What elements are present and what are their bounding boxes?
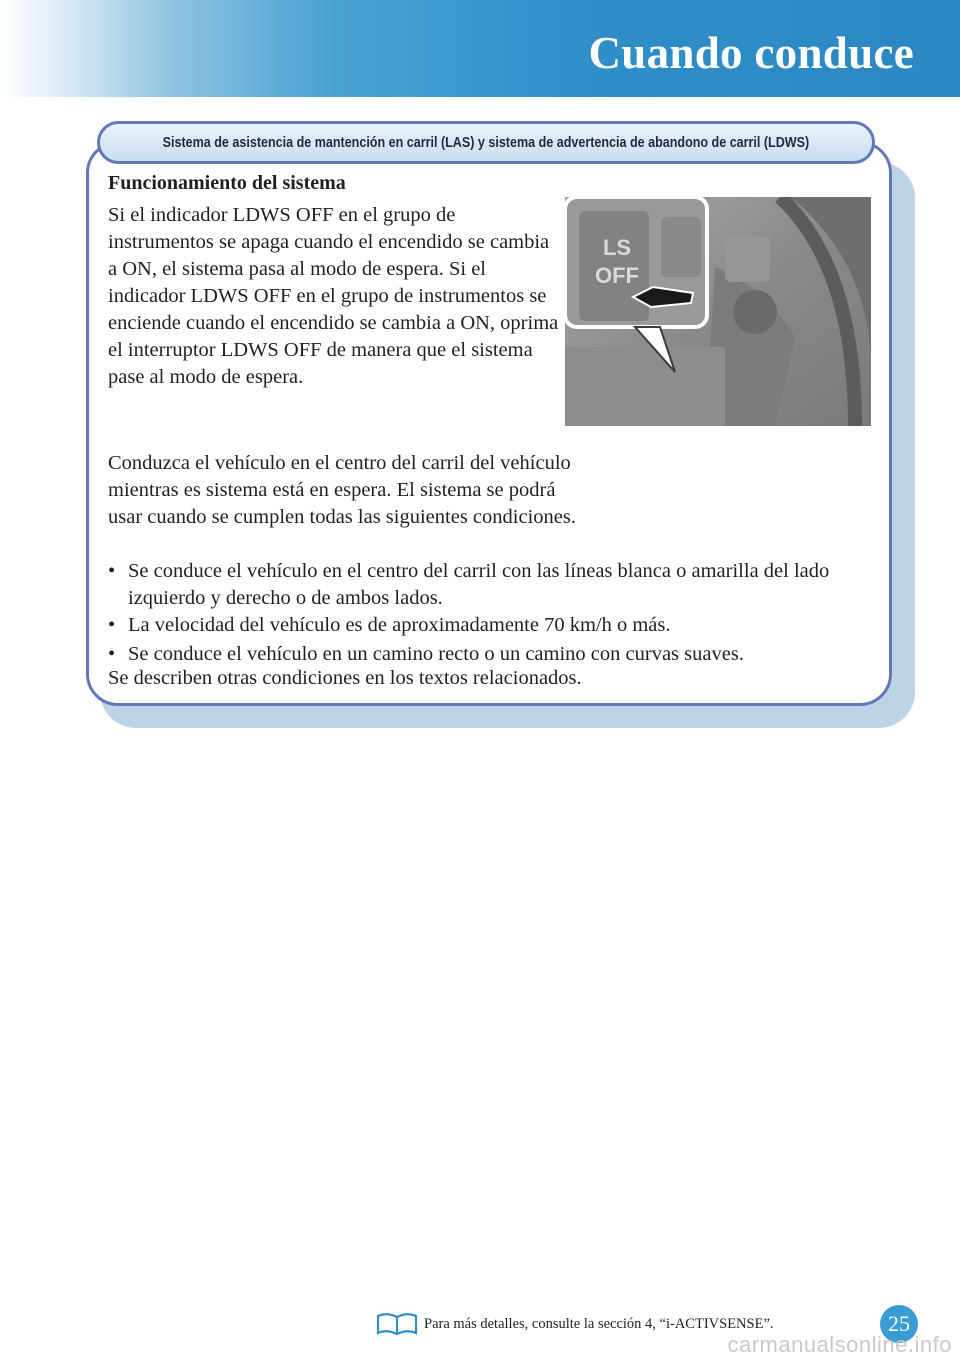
switch-label-line1: LS	[602, 235, 632, 260]
page-number: 25	[880, 1305, 918, 1343]
bullet-marker: •	[108, 643, 116, 665]
section-tab-label: Sistema de asistencia de mantención en carril (LAS) y sistema de advertencia de abandono de carril (LDWS)	[162, 134, 810, 151]
conditions-list	[108, 558, 868, 668]
list-item-text: La velocidad del vehículo es de aproximadamente 70 km/h o más.	[128, 614, 671, 636]
list-item-text: Se conduce el vehículo en un camino recto o un camino con curvas suaves.	[128, 643, 744, 665]
section-heading: Funcionamiento del sistema	[108, 172, 346, 194]
list-item-text: Se conduce el vehículo en el centro del carril con las líneas blanca o amarilla del lado izquierdo y derecho o de ambos lados.	[128, 560, 830, 609]
list-item	[108, 558, 868, 612]
page-header	[0, 0, 960, 97]
section-tab	[97, 121, 875, 164]
page-title: Cuando conduce	[588, 28, 914, 78]
switch-photo	[565, 197, 871, 426]
paragraph-standby: Si el indicador LDWS OFF en el grupo de instrumentos se apaga cuando el encendido se cambia a ON, el sistema pasa al modo de espera. Si el indicador LDWS OFF en el grupo de instrumentos se enciende cuando el encendido se cambia a ON, oprima el interruptor LDWS OFF de manera que el sistema pase al modo de espera.	[108, 204, 559, 388]
bullet-marker: •	[108, 614, 116, 636]
reference-note: Para más detalles, consulte la sección 4, “i-ACTIVSENSE”.	[424, 1316, 774, 1332]
book-icon	[376, 1312, 418, 1336]
paragraph-conditions: Conduzca el vehículo en el centro del carril del vehículo mientras es sistema está en espera. El sistema se podrá usar cuando se cumplen todas las siguientes condiciones.	[108, 452, 576, 528]
list-item	[108, 612, 868, 639]
switch-photo-illustration	[565, 197, 871, 426]
bullet-marker: •	[108, 560, 116, 582]
watermark: carmanualsonline.info	[727, 1332, 952, 1357]
closing-note: Se describen otras condiciones en los textos relacionados.	[108, 667, 582, 689]
switch-label-line2: OFF	[595, 263, 639, 288]
list-item	[108, 641, 868, 668]
